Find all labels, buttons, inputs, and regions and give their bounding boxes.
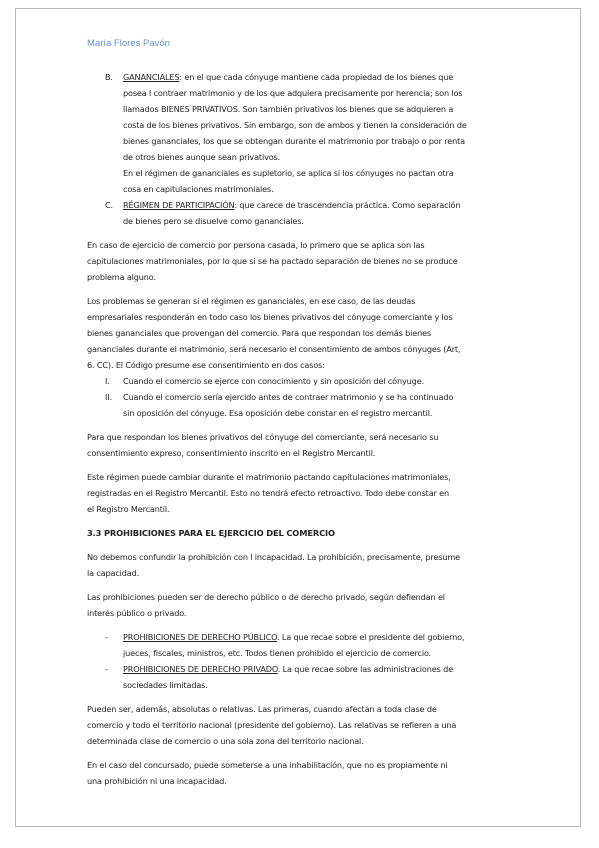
list-item-participacion xyxy=(87,197,515,229)
list-marker: I. xyxy=(105,376,110,386)
paragraph: En el caso del concursado, puede someterse a una inhabilitación, que no es propiamente ni una prohibición ni una incapacidad. xyxy=(87,760,448,786)
list-marker: - xyxy=(105,632,108,642)
term-derecho-privado: PROHIBICIONES DE DERECHO PRIVADO xyxy=(123,664,278,674)
paragraph: En caso de ejercicio de comercio por persona casada, lo primero que se aplica son las capitulaciones matrimoniales, por lo que si se ha pactado separación de bienes no se produce problema alguno. xyxy=(87,240,458,282)
list-item-gananciales xyxy=(87,69,515,197)
list-item-derecho-publico: - PROHIBICIONES DE DERECHO PÚBLICO. La que recae sobre el presidente del gobierno, jueces, fiscales, ministros, etc. Todos tienen prohibido el ejercicio de comercio. xyxy=(87,629,515,661)
term-gananciales: GANANCIALES xyxy=(123,72,180,82)
term-participacion: RÉGIMEN DE PARTICIPACIÓN xyxy=(123,200,235,210)
paragraph: Los problemas se generan si el régimen es gananciales, en ese caso, de las deudas empresariales responderán en todo caso los bienes privativos del cónyuge comerciante y los bienes gananciales que provengan del comercio. Para que respondan los demás bienes gananciales durante el matrimonio, será necesario el consentimiento de ambos cónyuges (Art, 6. CC). El Código presume ese consentimiento en dos casos: xyxy=(87,296,461,370)
paragraph: Este régimen puede cambiar durante el matrimonio pactando capitulaciones matrimoniales, registradas en el Registro Mercantil. Esto no tendrá efecto retroactivo. Todo debe constar en el Registro Mercantil. xyxy=(87,472,451,514)
document-body xyxy=(87,69,515,789)
paragraph: No debemos confundir la prohibición con l incapacidad. La prohibición, precisamente, presume la capacidad. xyxy=(87,552,460,578)
paragraph: Pueden ser, además, absolutas o relativas. Las primeras, cuando afectan a toda clase de comercio y todo el territorio nacional (presidente del gobierno). Las relativas se refieren a una determinada clase de comercio o una sola zona del territorio nacional. xyxy=(87,704,457,746)
list-marker: C. xyxy=(105,200,113,210)
paragraph: Las prohibiciones pueden ser de derecho público o de derecho privado, según defiendan el interés público o privado. xyxy=(87,592,445,618)
list-text: GANANCIALES: en el que cada cónyuge mantiene cada propiedad de los bienes que posea l contraer matrimonio y de los que adquiera precisamente por herencia; son los llamados BIENES PRIVATIVOS. Son también privativos los bienes que se adquieren a costa de los bienes privativos. Sin embargo, son de ambos y tienen la consideración de bienes gananciales, los que se obtengan durante el matrimonio por trabajo o por renta de otros bienes aunque sean privativos. En el régimen de gananciales es supletorio, se aplica si los cónyuges no pactan otra cosa en capitulaciones matrimoniales. xyxy=(123,72,467,194)
list-marker: B. xyxy=(105,72,113,82)
section-heading: 3.3 PROHIBICIONES PARA EL EJERCICIO DEL COMERCIO xyxy=(87,528,335,538)
list-item-derecho-privado: - PROHIBICIONES DE DERECHO PRIVADO. La que recae sobre las administraciones de sociedades limitadas. xyxy=(87,661,515,693)
page-header-author: María Flores Pavón xyxy=(87,38,170,49)
list-item-roman-1: I. Cuando el comercio se ejerce con conocimiento y sin oposición del cónyuge. xyxy=(87,373,515,389)
list-marker: - xyxy=(105,664,108,674)
list-marker: II. xyxy=(105,392,112,402)
list-item-roman-2: II. Cuando el comercio sería ejercido antes de contraer matrimonio y se ha continuado sin oposición del cónyuge. Esa oposición debe constar en el registro mercantil. xyxy=(87,389,515,421)
list-text: RÉGIMEN DE PARTICIPACIÓN: que carece de trascendencia práctica. Como separación de bienes pero se disuelve como gananciales. xyxy=(123,200,461,226)
term-derecho-publico: PROHIBICIONES DE DERECHO PÚBLICO xyxy=(123,632,278,642)
paragraph: Para que respondan los bienes privativos del cónyuge del comerciante, será necesario su consentimiento expreso, consentimiento inscrito en el Registro Mercantil. xyxy=(87,432,439,458)
